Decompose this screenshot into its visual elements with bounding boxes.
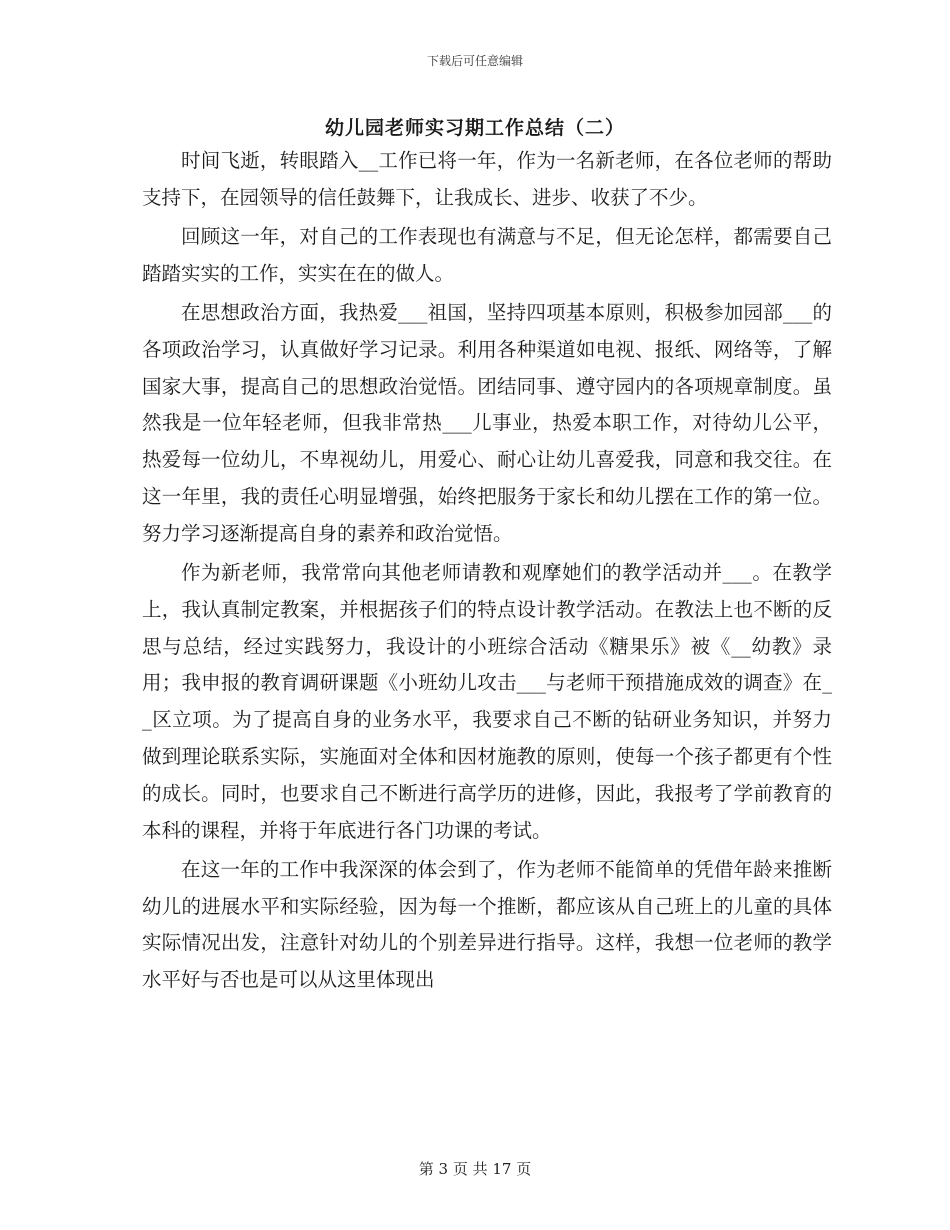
page-number: 第 3 页 共 17 页 [418,1160,532,1178]
document-title: 幼儿园老师实习期工作总结（二） [324,117,625,139]
document-body [142,143,832,999]
paragraph: 回顾这一年，对自己的工作表现也有满意与不足，但无论怎样，都需要自己踏踏实实的工作，实实在在的做人。 [142,224,832,285]
paragraph: 作为新老师，我常常向其他老师请教和观摩她们的教学活动并___。在教学上，我认真制定教案，并根据孩子们的特点设计教学活动。在教法上也不断的反思与总结，经过实践努力，我设计的小班综合活动《糖果乐》被《__幼教》录用；我申报的教育调研课题《小班幼儿攻击___与老师干预措施成效的调查》在__区立项。为了提高自身的业务水平，我要求自己不断的钻研业务知识，并努力做到理论联系实际，实施面对全体和因材施教的原则，使每一个孩子都更有个性的成长。同时，也要求自己不断进行高学历的进修，因此，我报考了学前教育的本科的课程，并将于年底进行各门功课的考试。 [142,560,832,842]
paragraph: 在这一年的工作中我深深的体会到了，作为老师不能简单的凭借年龄来推断幼儿的进展水平和实际经验，因为每一个推断，都应该从自己班上的儿童的具体实际情况出发，注意针对幼儿的个别差异进行指导。这样，我想一位老师的教学水平好与否也是可以从这里体现出 [142,857,832,992]
paragraph: 在思想政治方面，我热爱___祖国，坚持四项基本原则，积极参加园部___的各项政治学习，认真做好学习记录。利用各种渠道如电视、报纸、网络等，了解国家大事，提高自己的思想政治觉悟。团结同事、遵守园内的各项规章制度。虽然我是一位年轻老师，但我非常热___儿事业，热爱本职工作，对待幼儿公平，热爱每一位幼儿，不卑视幼儿，用爱心、耐心让幼儿喜爱我，同意和我交往。在这一年里，我的责任心明显增强，始终把服务于家长和幼儿摆在工作的第一位。努力学习逐渐提高自身的素养和政治觉悟。 [142,300,832,545]
download-note: 下载后可任意编辑 [426,54,523,68]
paragraph: 时间飞逝，转眼踏入__工作已将一年，作为一名新老师，在各位老师的帮助支持下，在园领导的信任鼓舞下，让我成长、进步、收获了不少。 [142,149,832,209]
